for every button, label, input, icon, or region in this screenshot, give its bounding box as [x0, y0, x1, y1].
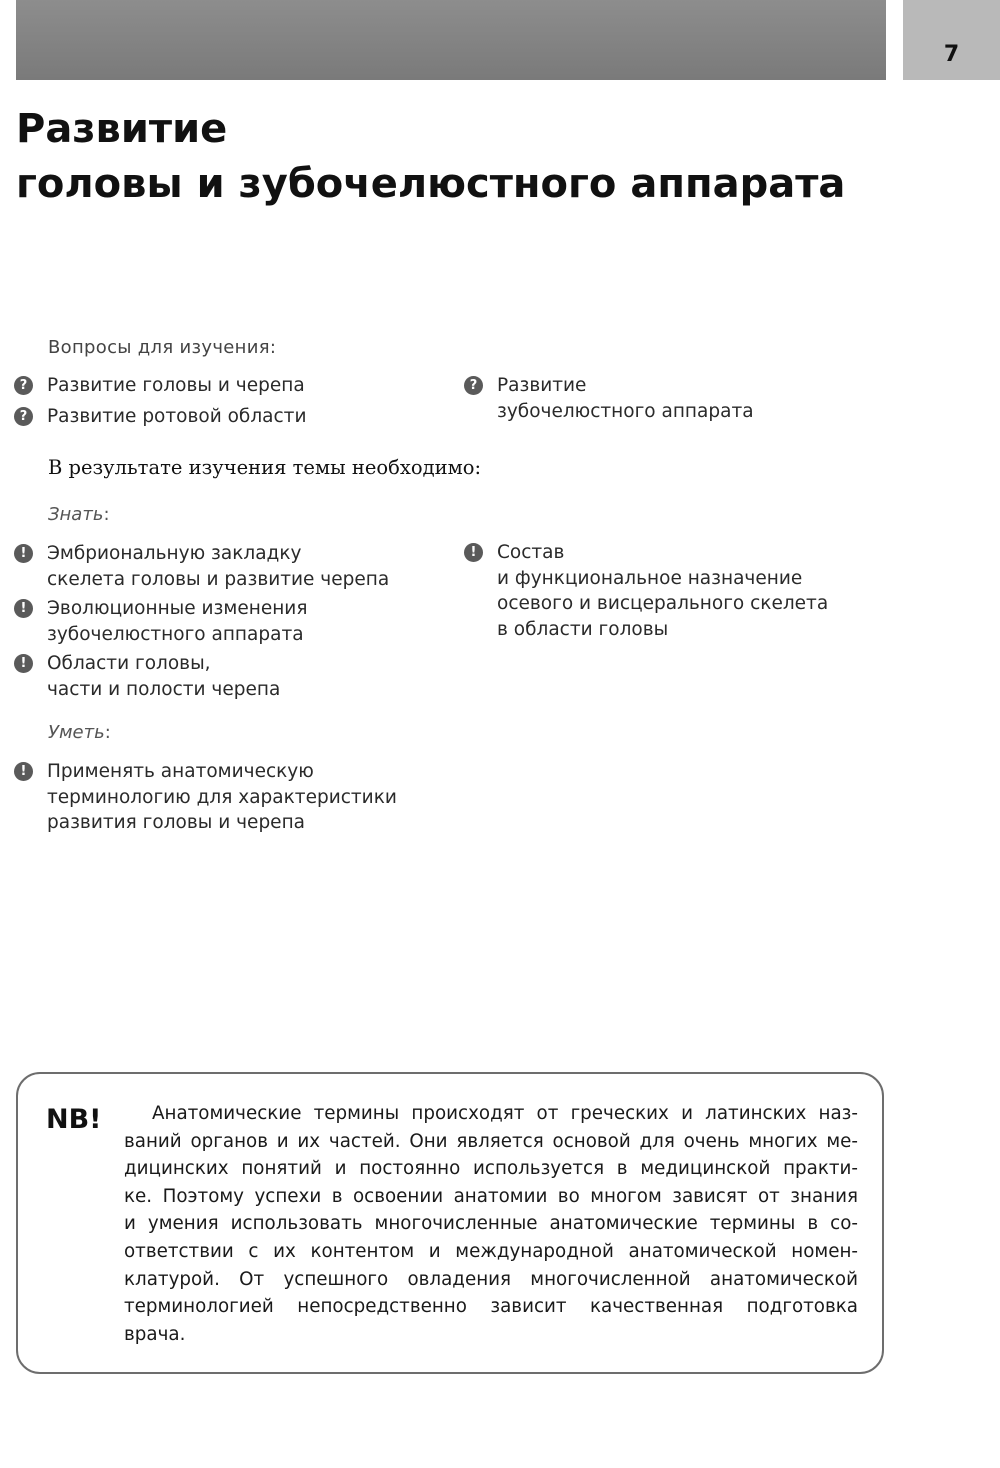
- item-line: терминологию для характеристики: [47, 786, 397, 808]
- exclamation-icon: !: [14, 654, 33, 673]
- item-line: зубочелюстного аппарата: [497, 400, 754, 422]
- nb-text: [124, 1100, 858, 1348]
- item-line: Области головы,: [47, 653, 211, 674]
- nb-line: ке. Поэтому успехи в освоении анатомии во многом зависят от знания: [124, 1185, 858, 1207]
- item-line: Развитие ротовой области: [47, 406, 307, 427]
- can-item: [14, 759, 397, 836]
- chapter-title-line: головы и зубочелюстного аппарата: [16, 161, 846, 207]
- question-item: [14, 373, 305, 399]
- item-line: Эмбриональную закладку: [47, 543, 302, 564]
- exclamation-icon: !: [14, 599, 33, 618]
- item-line: Эволюционные изменения: [47, 598, 308, 619]
- item-line: зубочелюстного аппарата: [47, 623, 304, 645]
- know-label: Знать: [48, 504, 104, 525]
- item-line: скелета головы и развитие черепа: [47, 568, 390, 590]
- nb-line: дицинских понятий и постоянно используется в медицинской практи-: [124, 1158, 858, 1180]
- exclamation-icon: !: [14, 762, 33, 781]
- nb-label: NB!: [46, 1104, 102, 1135]
- chapter-title-line: Развитие: [16, 106, 228, 152]
- questions-heading: Вопросы для изучения:: [48, 337, 277, 358]
- chapter-title: [16, 102, 896, 212]
- know-label-suffix: :: [103, 504, 110, 525]
- question-icon: ?: [14, 407, 33, 426]
- nb-line: клатурой. От успешного овладения многочисленной анатомической: [124, 1268, 858, 1290]
- nb-line: Анатомические термины происходят от греческих и латинских наз-: [152, 1103, 858, 1124]
- nb-line: врача.: [124, 1323, 186, 1345]
- can-subheading: [48, 722, 111, 743]
- nb-box: [16, 1072, 884, 1374]
- item-line: Развитие головы и черепа: [47, 375, 305, 396]
- exclamation-icon: !: [464, 543, 483, 562]
- can-label: Уметь: [48, 722, 105, 743]
- page-number: 7: [943, 42, 960, 67]
- nb-line: и умения использовать многочисленные анатомические термины в со-: [124, 1213, 858, 1235]
- nb-line: терминологией непосредственно зависит качественная подготовка: [124, 1296, 858, 1318]
- question-item: [464, 373, 754, 424]
- nb-line: ваний органов и их частей. Они является основой для очень многих ме-: [124, 1130, 858, 1152]
- exclamation-icon: !: [14, 544, 33, 563]
- nb-line: ответствии с их контентом и международной анатомической номен-: [124, 1240, 858, 1262]
- header-bar: [16, 0, 886, 80]
- question-item: [14, 404, 306, 430]
- know-item: [14, 541, 389, 592]
- can-label-suffix: :: [104, 722, 111, 743]
- know-item: [14, 651, 280, 702]
- item-line: в области головы: [497, 618, 669, 640]
- question-icon: ?: [14, 376, 33, 395]
- item-line: части и полости черепа: [47, 678, 281, 700]
- item-line: Развитие: [497, 375, 587, 396]
- item-line: развития головы и черепа: [47, 812, 305, 833]
- item-line: и функциональное назначение: [497, 567, 803, 589]
- know-subheading: [48, 504, 110, 525]
- question-icon: ?: [464, 376, 483, 395]
- know-item: [14, 596, 307, 647]
- item-line: Состав: [497, 542, 565, 563]
- page-number-tab: [903, 0, 1000, 80]
- item-line: осевого и висцерального скелета: [497, 593, 829, 614]
- know-item: [464, 540, 828, 642]
- item-line: Применять анатомическую: [47, 761, 314, 782]
- outcomes-heading: В результате изучения темы необходимо:: [48, 456, 482, 479]
